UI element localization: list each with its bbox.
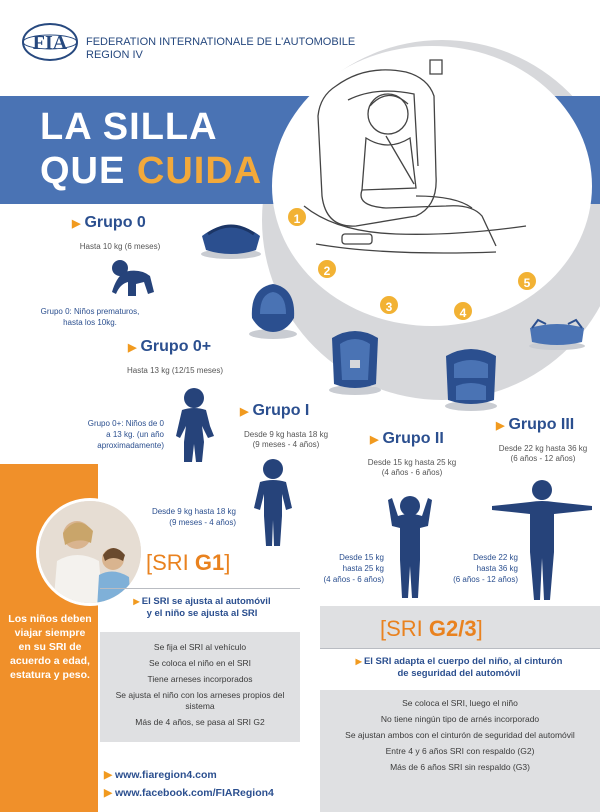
arrow-icon: ▶ (355, 657, 364, 666)
group-2-title (370, 430, 444, 448)
group-0-title (72, 214, 146, 232)
group-2-note-line-3: (4 años - 6 años) (323, 575, 384, 584)
website-link[interactable] (104, 766, 274, 784)
sri-g1-heading (110, 596, 294, 620)
group-3-title (496, 416, 574, 434)
logo-text: FIA (32, 32, 68, 54)
title-cuida: CUIDA (136, 150, 263, 192)
mother-child-photo (36, 498, 144, 606)
list-item: No tiene ningún tipo de arnés incorporado (380, 714, 540, 724)
step-number-1: 1 (286, 206, 308, 228)
title-que: QUE (40, 150, 137, 192)
list-item: Tiene arneses incorporados (147, 674, 253, 684)
group-1-note-line-1: Desde 9 kg hasta 18 kg (151, 507, 236, 516)
toddler-seat-icon (324, 324, 386, 396)
group-0-note (36, 306, 144, 328)
group-0-label: Grupo 0 (84, 214, 146, 231)
group-0-weight: Hasta 10 kg (6 meses) (79, 242, 161, 251)
group-2-weight (352, 458, 472, 478)
group-3-note (434, 552, 518, 585)
group-3-note-line-2: hasta 36 kg (476, 564, 518, 573)
list-item: Se coloca el SRI, luego el niño (402, 698, 518, 708)
fia-logo (22, 22, 78, 62)
list-item: Más de 4 años, se pasa al SRI G2 (135, 717, 265, 727)
group-1-title (240, 402, 309, 420)
child-group-2-silhouette (386, 494, 434, 600)
step-number-3: 3 (378, 294, 400, 316)
group-3-weight (488, 444, 598, 464)
sri-g1-title (146, 550, 230, 576)
sri-g23-heading-line-2: de seguridad del automóvil (397, 668, 521, 679)
group-1-weight (226, 430, 346, 450)
group-2-weight-line-1: Desde 15 kg hasta 25 kg (367, 458, 457, 467)
sri-g1-bracket-open: [SRI (146, 550, 195, 575)
arrow-icon: ▶ (240, 406, 249, 418)
group-1-label: Grupo I (252, 402, 310, 419)
step-number-2: 2 (316, 258, 338, 280)
org-line-1: FEDERATION INTERNATIONALE DE L'AUTOMOBILE (86, 36, 356, 48)
facebook-link-text: www.facebook.com/FIARegion4 (115, 787, 274, 799)
sri-g23-code: G2/3 (428, 616, 477, 641)
bullet-icon: ▶ (104, 787, 115, 799)
sri-g23-title (380, 616, 483, 642)
group-1-weight-line-1: Desde 9 kg hasta 18 kg (243, 430, 329, 439)
infant-seat-icon (246, 278, 300, 340)
group-0plus-title (128, 338, 211, 356)
group-2-weight-line-2: (4 años - 6 años) (381, 468, 443, 477)
list-item: Se ajustan ambos con el cinturón de seguridad del automóvil (345, 730, 575, 740)
page-title-line-2 (40, 150, 262, 193)
step-number-5: 5 (516, 270, 538, 292)
group-1-note (136, 506, 236, 528)
arrow-icon: ▶ (133, 597, 142, 606)
arrow-icon: ▶ (370, 434, 379, 446)
facebook-link[interactable] (104, 784, 274, 802)
sri-g23-heading (324, 656, 594, 680)
group-0-note-line-1: Grupo 0: Niños prematuros, (40, 307, 140, 316)
group-0plus-note-line-2: a 13 kg. (un año (106, 430, 164, 439)
list-item: Se fija el SRI al vehículo (153, 642, 247, 652)
group-0plus-weight: Hasta 13 kg (12/15 meses) (126, 366, 224, 375)
group-2-note-line-1: Desde 15 kg (339, 553, 384, 562)
sri-g1-bracket-close: ] (224, 550, 231, 575)
list-item: Más de 6 años SRI sin respaldo (G3) (390, 762, 530, 772)
sri-g23-list (326, 698, 594, 778)
sri-g23-bracket-open: [SRI (380, 616, 429, 641)
group-1-note-line-2: (9 meses - 4 años) (169, 518, 236, 527)
list-item: Entre 4 y 6 años SRI con respaldo (G2) (385, 746, 535, 756)
arrow-icon: ▶ (72, 218, 81, 230)
group-2-note-line-2: hasta 25 kg (342, 564, 384, 573)
sri-g1-code: G1 (194, 550, 225, 575)
sri-g1-list (108, 642, 292, 733)
sri-g1-divider (100, 588, 300, 589)
group-1-weight-line-2: (9 meses - 4 años) (252, 440, 320, 449)
list-item: Se coloca el niño en el SRI (148, 658, 252, 668)
org-line-2: REGION IV (86, 49, 143, 61)
group-2-note (300, 552, 384, 585)
group-0plus-note-line-1: Grupo 0+: Niños de 0 (87, 419, 164, 428)
group-3-weight-line-1: Desde 22 kg hasta 36 kg (498, 444, 588, 453)
page-title-line-1: LA SILLA (40, 106, 218, 148)
group-0plus-note-line-3: aproximadamente) (97, 441, 164, 450)
arrow-icon: ▶ (496, 420, 505, 432)
footer-links (104, 766, 274, 802)
sri-g23-divider (320, 648, 600, 649)
group-0-note-line-2: hasta los 10kg. (63, 318, 117, 327)
arrow-icon: ▶ (128, 342, 137, 354)
step-number-4: 4 (452, 300, 474, 322)
group-3-label: Grupo III (508, 416, 575, 433)
group-2-label: Grupo II (382, 430, 444, 447)
group-3-note-line-1: Desde 22 kg (473, 553, 518, 562)
sri-g1-heading-line-2: y el niño se ajusta al SRI (146, 608, 258, 619)
baby-crawling-silhouette (110, 258, 156, 298)
sri-g23-bracket-close: ] (476, 616, 483, 641)
child-car-seat-illustration (296, 56, 536, 292)
website-link-text: www.fiaregion4.com (115, 769, 217, 781)
booster-cushion-icon (526, 314, 588, 350)
list-item: Se ajusta el niño con los arneses propios del sistema (115, 690, 285, 711)
booster-seat-with-back-icon (440, 340, 502, 412)
sri-g23-heading-line-1: El SRI adapta el cuerpo del niño, al cinturón (363, 656, 563, 667)
toddler-standing-silhouette (170, 386, 220, 466)
infant-carrier-icon (198, 214, 264, 260)
child-group-1-silhouette (248, 458, 298, 548)
group-3-weight-line-2: (6 años - 12 años) (510, 454, 576, 463)
group-0plus-note (64, 418, 164, 451)
group-3-note-line-3: (6 años - 12 años) (453, 575, 518, 584)
group-0plus-label: Grupo 0+ (140, 338, 212, 355)
bullet-icon: ▶ (104, 769, 115, 781)
sri-g1-heading-line-1: El SRI se ajusta al automóvil (141, 596, 271, 607)
advice-text: Los niños deben viajar siempre en su SRI de acuerdo a edad, estatura y peso. (8, 613, 92, 681)
